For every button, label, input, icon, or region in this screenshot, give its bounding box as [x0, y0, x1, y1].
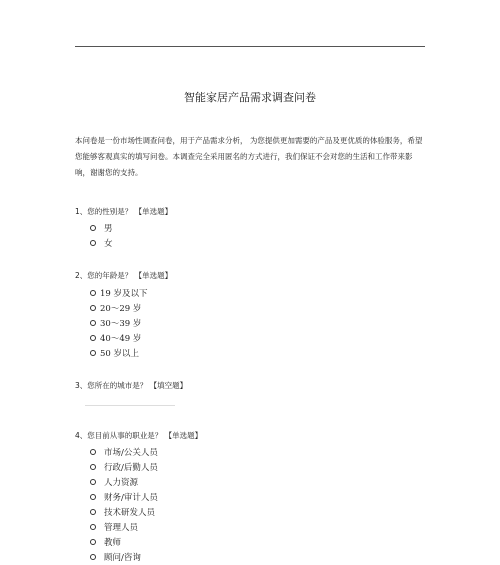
radio-icon[interactable] — [90, 479, 96, 485]
city-fill-blank[interactable] — [85, 405, 175, 406]
q2-option-2[interactable]: 20～29 岁 — [90, 302, 141, 314]
question-2-label: 2、您的年龄是？ 【单选题】 — [75, 271, 173, 280]
q2-option-4[interactable]: 40～49 岁 — [90, 332, 141, 344]
question-3-label: 3、您所在的城市是？ 【填空题】 — [75, 381, 188, 390]
q4-option-7[interactable]: 教师 — [90, 536, 121, 548]
radio-icon[interactable] — [90, 464, 96, 470]
q4-option-8[interactable]: 顾问/咨询 — [90, 551, 141, 563]
radio-icon[interactable] — [90, 225, 96, 231]
page-title: 智能家居产品需求调查问卷 — [184, 91, 316, 104]
q2-option-3[interactable]: 30～39 岁 — [90, 317, 141, 329]
radio-icon[interactable] — [90, 539, 96, 545]
q4-option-6[interactable]: 管理人员 — [90, 521, 138, 533]
q4-option-5[interactable]: 技术研发人员 — [90, 506, 155, 518]
radio-icon[interactable] — [90, 320, 96, 326]
radio-icon[interactable] — [90, 305, 96, 311]
radio-icon[interactable] — [90, 350, 96, 356]
radio-icon[interactable] — [90, 524, 96, 530]
radio-icon[interactable] — [90, 494, 96, 500]
radio-icon[interactable] — [90, 335, 96, 341]
radio-icon[interactable] — [90, 509, 96, 515]
q4-option-4[interactable]: 财务/审计人员 — [90, 491, 158, 503]
radio-icon[interactable] — [90, 554, 96, 560]
intro-paragraph: 本问卷是一份市场性调查问卷，用于产品需求分析， 为您提供更加需要的产品及更优质的体验服务，希望您能够客观真实的填写问卷。本调查完全采用匿名的方式进行，我们保证不会对您的生活和工作带来影响，谢谢您的支持。 — [75, 136, 423, 177]
q2-option-1[interactable]: 19 岁及以下 — [90, 287, 148, 299]
radio-icon[interactable] — [90, 449, 96, 455]
q4-option-1[interactable]: 市场/公关人员 — [90, 446, 158, 458]
question-1-label: 1、您的性别是？ 【单选题】 — [75, 207, 173, 216]
q4-option-3[interactable]: 人力资源 — [90, 476, 138, 488]
q2-option-5[interactable]: 50 岁以上 — [90, 347, 139, 359]
q1-option-2[interactable]: 女 — [90, 237, 113, 249]
radio-icon[interactable] — [90, 290, 96, 296]
radio-icon[interactable] — [90, 240, 96, 246]
q4-option-2[interactable]: 行政/后勤人员 — [90, 461, 158, 473]
top-rule — [75, 46, 425, 47]
q1-option-1[interactable]: 男 — [90, 222, 113, 234]
question-4-label: 4、您目前从事的职业是？ 【单选题】 — [75, 431, 203, 440]
